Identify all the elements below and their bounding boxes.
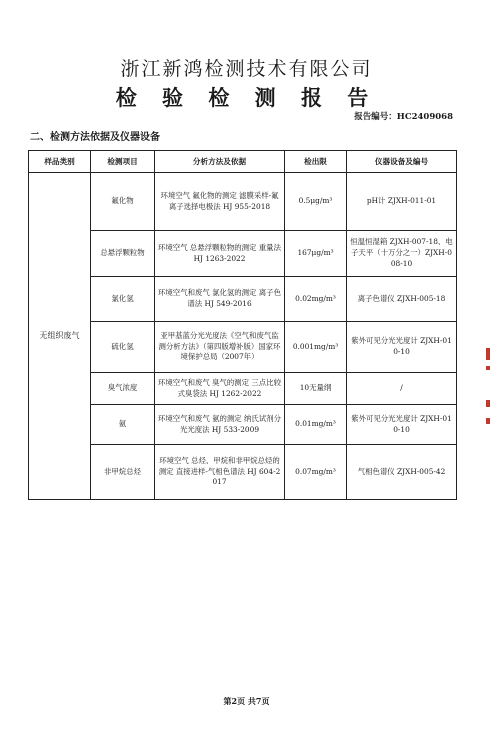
header-detection-limit: 检出限 [285, 151, 347, 173]
table-row [29, 277, 457, 322]
table-row [29, 173, 457, 231]
method-cell: 环境空气和废气 氯化氢的测定 离子色谱法 HJ 549-2016 [155, 277, 285, 322]
instrument-cell: 紫外可见分光光度计 ZJXH-010-10 [347, 405, 457, 445]
instrument-cell: 离子色谱仪 ZJXH-005-18 [347, 277, 457, 322]
table-row [29, 445, 457, 500]
page-number: 第2页 共7页 [223, 696, 270, 706]
detection-limit-cell: 167μg/m³ [285, 231, 347, 277]
table-row [29, 405, 457, 445]
company-name: 浙江新鸿检测技术有限公司 [120, 58, 373, 80]
test-item-cell: 氯化氢 [91, 277, 155, 322]
test-item-cell: 氟化物 [91, 173, 155, 231]
test-item-cell: 氨 [91, 405, 155, 445]
seal-edge-mark [486, 400, 490, 407]
report-title: 检 验 检 测 报 告 [115, 85, 378, 110]
instrument-cell: 恒温恒湿箱 ZJXH-007-18、电子天平（十万分之一）ZJXH-008-10 [347, 231, 457, 277]
seal-edge-mark [486, 418, 490, 424]
method-cell: 环境空气 总悬浮颗粒物的测定 重量法 HJ 1263-2022 [155, 231, 285, 277]
seal-edge-mark [486, 366, 490, 370]
test-item-cell: 非甲烷总烃 [91, 445, 155, 500]
sample-category-cell: 无组织废气 [29, 173, 91, 500]
detection-limit-cell: 0.001mg/m³ [285, 322, 347, 373]
instrument-cell: / [347, 373, 457, 405]
detection-limit-cell: 0.5μg/m³ [285, 173, 347, 231]
detection-limit-cell: 0.02mg/m³ [285, 277, 347, 322]
test-item-cell: 臭气浓度 [91, 373, 155, 405]
methods-table [28, 150, 457, 500]
instrument-cell: 气相色谱仪 ZJXH-005-42 [347, 445, 457, 500]
section-title: 二、检测方法依据及仪器设备 [30, 132, 160, 143]
method-cell: 环境空气和废气 氨的测定 纳氏试剂分光光度法 HJ 533-2009 [155, 405, 285, 445]
header-sample-category: 样品类别 [29, 151, 91, 173]
report-number: 报告编号：HC2409068 [354, 112, 453, 122]
method-cell: 亚甲基蓝分光光度法《空气和废气监测分析方法》（第四版增补版）国家环境保护总局（2007年） [155, 322, 285, 373]
detection-limit-cell: 0.07mg/m³ [285, 445, 347, 500]
instrument-cell: pH计 ZJXH-011-01 [347, 173, 457, 231]
detection-limit-cell: 10无量纲 [285, 373, 347, 405]
header-instrument: 仪器设备及编号 [347, 151, 457, 173]
header-test-item: 检测项目 [91, 151, 155, 173]
test-item-cell: 硫化氢 [91, 322, 155, 373]
method-cell: 环境空气 氟化物的测定 滤膜采样-氟离子选择电极法 HJ 955-2018 [155, 173, 285, 231]
seal-edge-mark [486, 348, 490, 360]
method-cell: 环境空气和废气 臭气的测定 三点比较式臭袋法 HJ 1262-2022 [155, 373, 285, 405]
header-method: 分析方法及依据 [155, 151, 285, 173]
test-item-cell: 总悬浮颗粒物 [91, 231, 155, 277]
table-row [29, 322, 457, 373]
table-row [29, 373, 457, 405]
method-cell: 环境空气 总烃、甲烷和非甲烷总烃的测定 直接进样-气相色谱法 HJ 604-2017 [155, 445, 285, 500]
detection-limit-cell: 0.01mg/m³ [285, 405, 347, 445]
table-row [29, 231, 457, 277]
table-header-row [29, 151, 457, 173]
instrument-cell: 紫外可见分光光度计 ZJXH-010-10 [347, 322, 457, 373]
